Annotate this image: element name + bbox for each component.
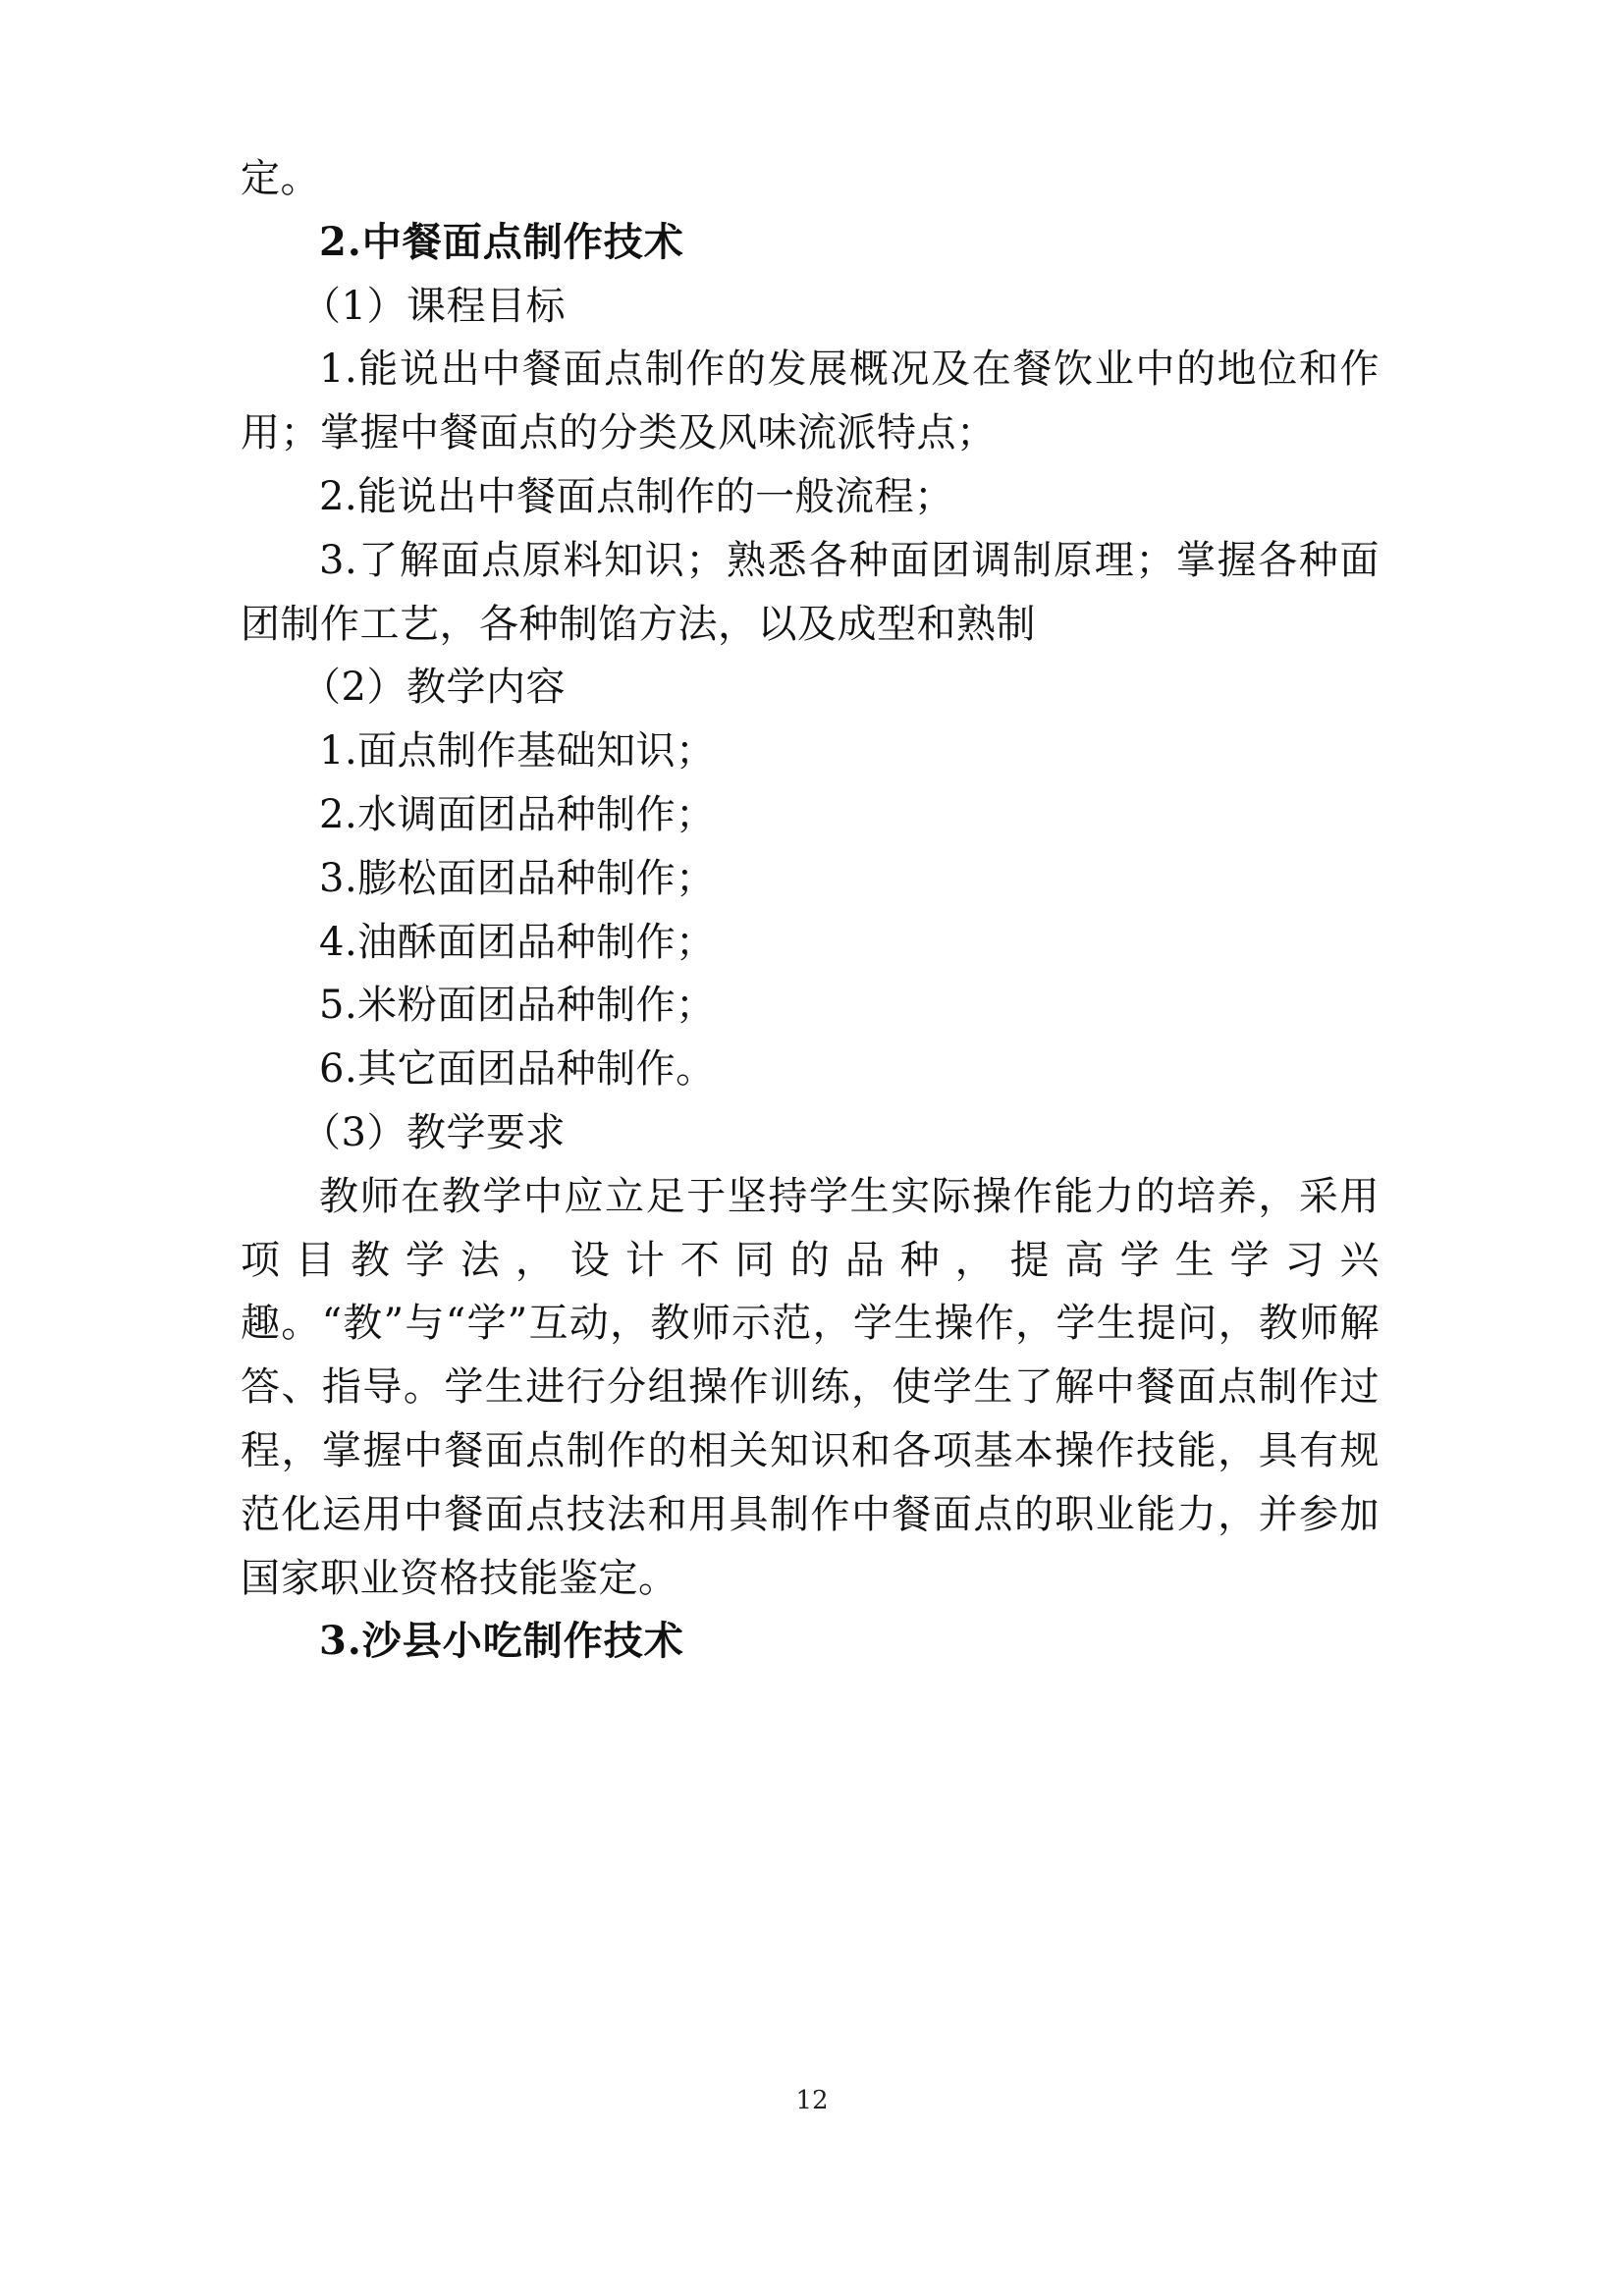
objective-item-3: 3.了解面点原料知识；熟悉各种面团调制原理；掌握各种面团制作工艺，各种制馅方法，以及成型和熟制 [241,537,1380,647]
content-item-4: 4.油酥面团品种制作； [319,919,716,965]
content-item-1: 1.面点制作基础知识； [319,728,716,774]
subsection-teaching-content: （2）教学内容 [301,665,566,711]
content-item-5: 5.米粉面团品种制作； [319,983,716,1029]
subsection-teaching-requirements: （3）教学要求 [301,1109,566,1155]
paragraph-continuation: 定。 [241,156,320,201]
objective-item-2: 2.能说出中餐面点制作的一般流程； [319,473,954,519]
document-body [241,147,1380,1674]
requirements-paragraph: 教师在教学中应立足于坚持学生实际操作能力的培养，采用项目教学法，设计不同的品种，提高学生学习兴趣。“教”与“学”互动，教师示范，学生操作，学生提问，教师解答、指导。学生进行分组操作训练，使学生了解中餐面点制作过程，掌握中餐面点制作的相关知识和各项基本操作技能，具有规范化运用中餐面点技法和用具制作中餐面点的职业能力，并参加国家职业资格技能鉴定。 [241,1173,1380,1601]
content-item-2: 2.水调面团品种制作； [319,791,716,837]
subsection-course-objectives: （1）课程目标 [301,283,566,329]
content-item-3: 3.膨松面团品种制作； [319,855,716,901]
content-item-6: 6.其它面团品种制作。 [319,1046,716,1093]
section-heading-2: 2.中餐面点制作技术 [319,218,684,265]
page-number: 12 [795,2086,829,2115]
section-heading-3: 3.沙县小吃制作技术 [319,1618,684,1665]
objective-item-1: 1.能说出中餐面点制作的发展概况及在餐饮业中的地位和作用；掌握中餐面点的分类及风味流派特点； [241,347,1380,456]
